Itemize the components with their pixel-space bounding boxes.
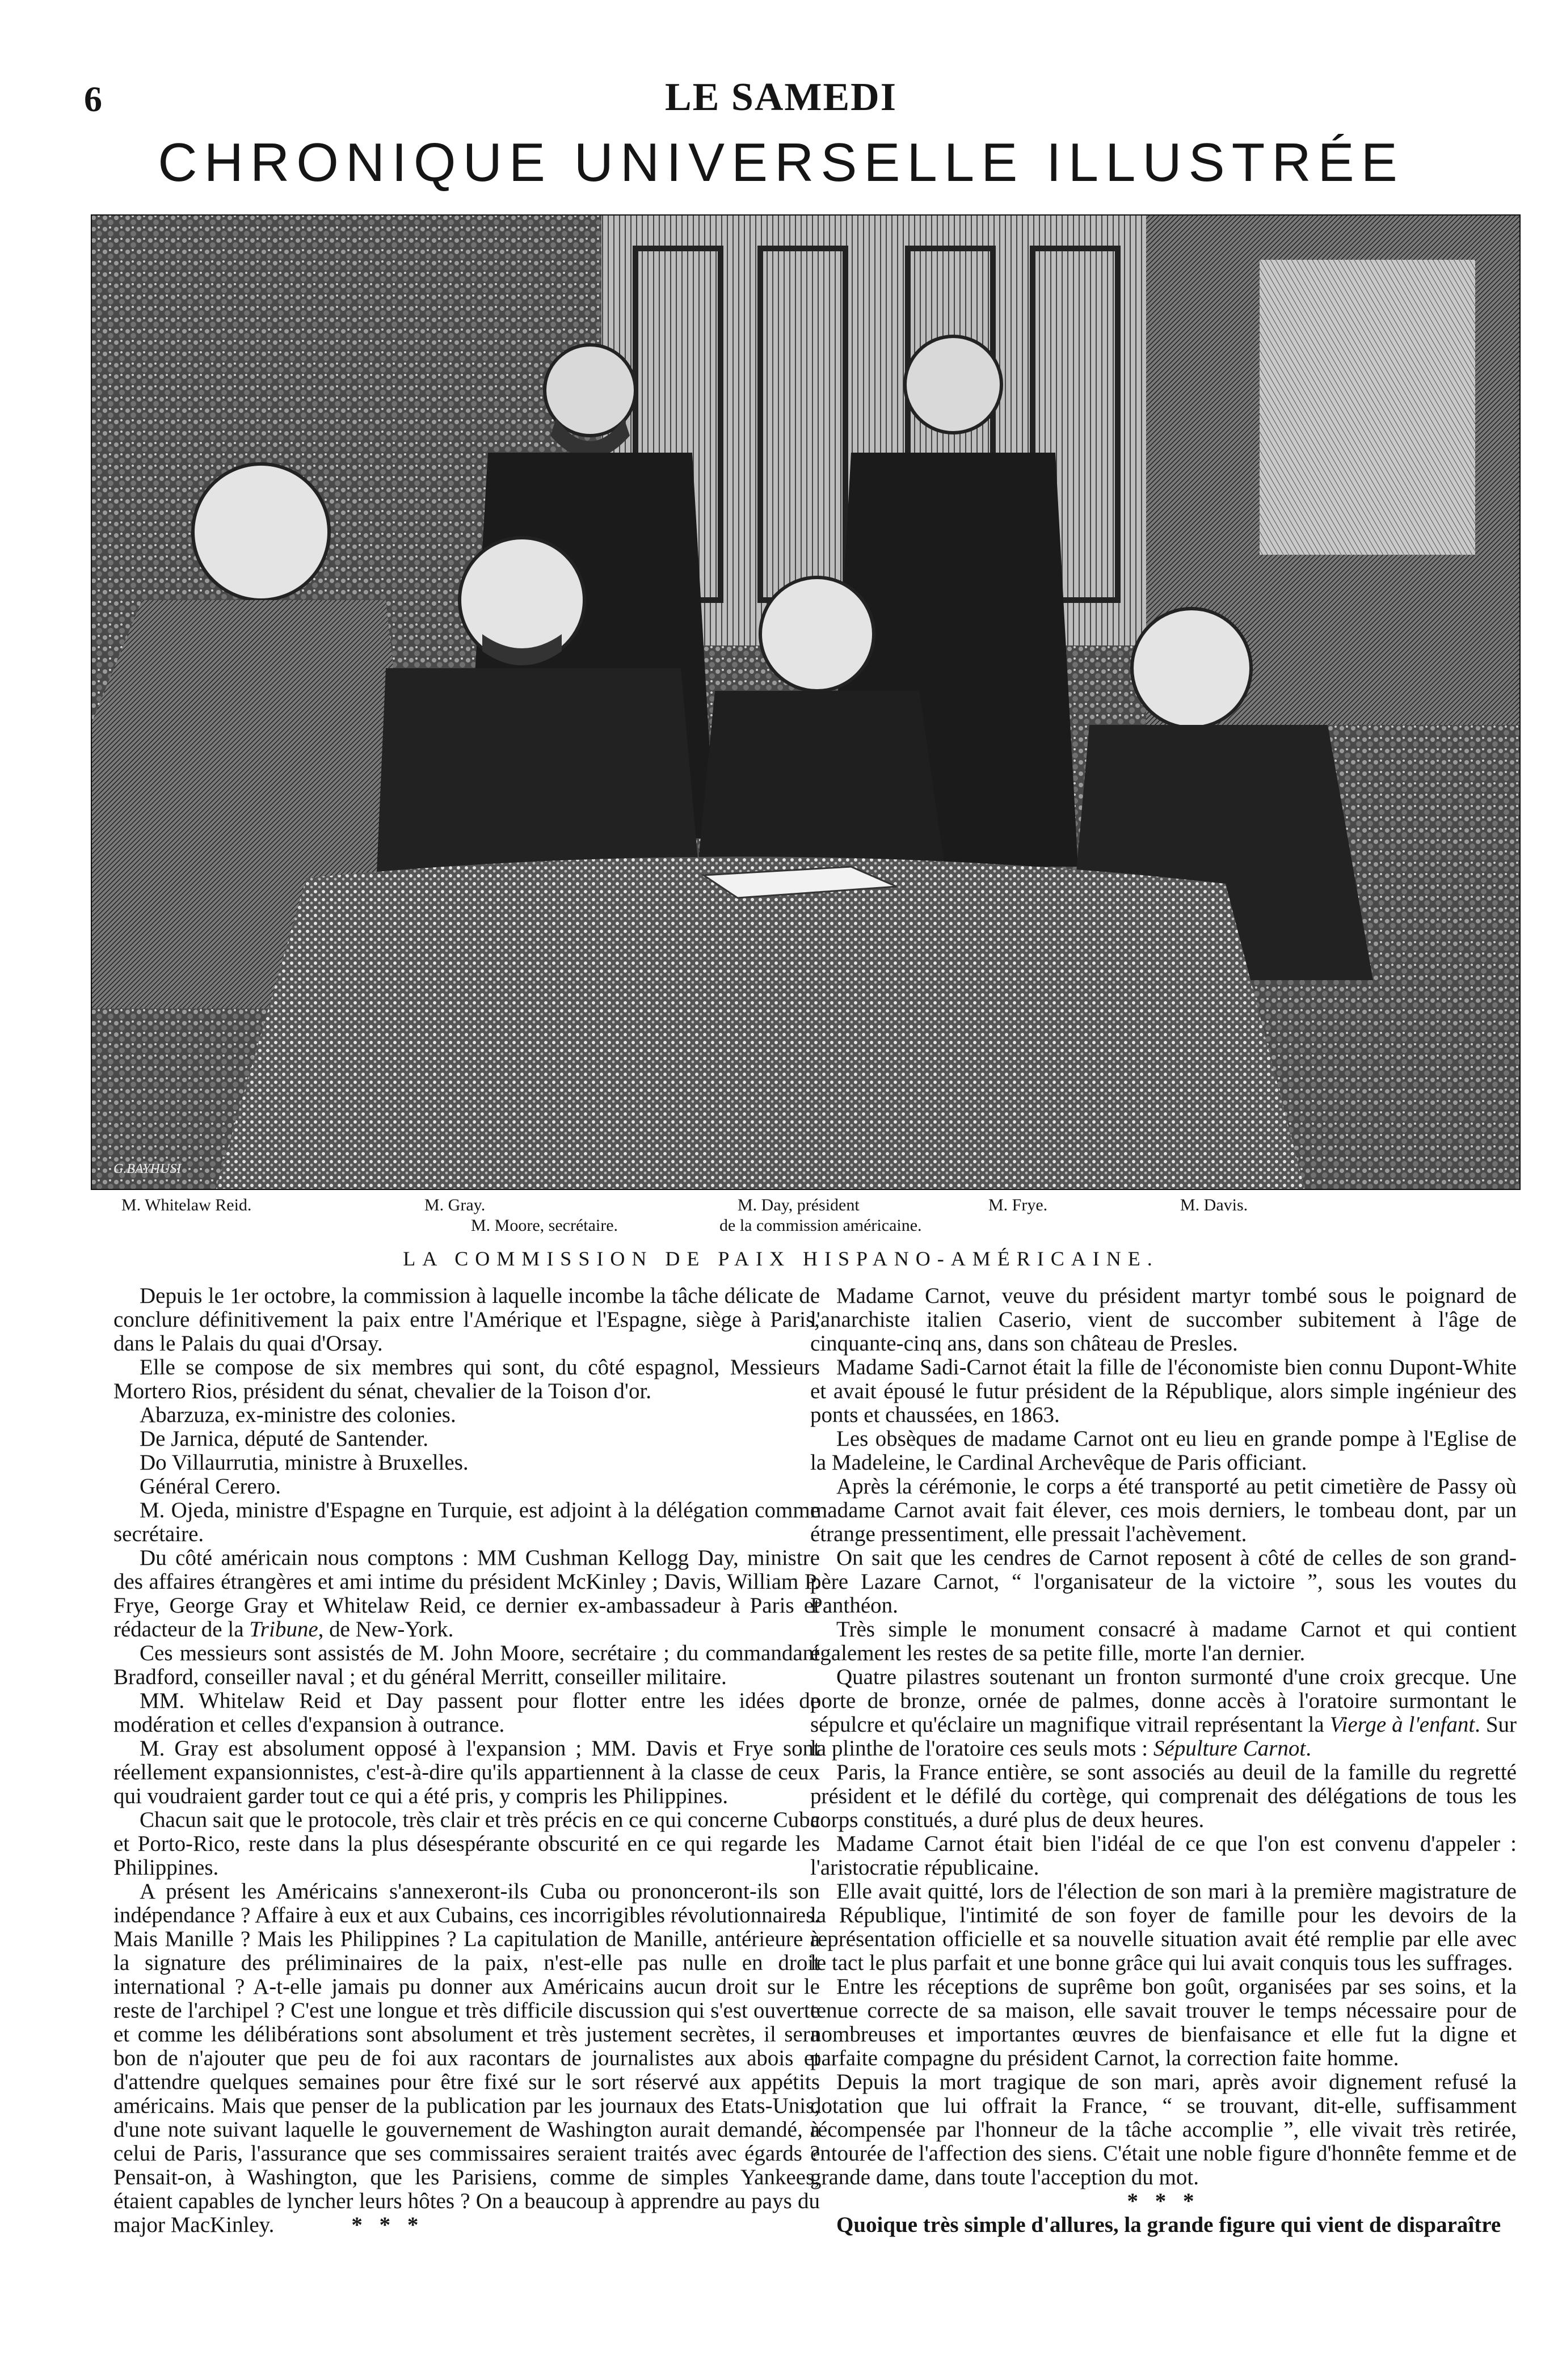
- caption-day-line2: de la commission américaine.: [719, 1216, 922, 1235]
- paragraph: Abarzuza, ex-ministre des colonies.: [140, 1403, 456, 1427]
- section-separator: * * *: [351, 2213, 424, 2237]
- table-cloth: [216, 856, 1305, 1190]
- paragraph: M. Ojeda, ministre d'Espagne en Turquie, est adjoint à la délégation comme secrétaire.: [113, 1498, 820, 1546]
- section-separator: * * *: [1127, 2189, 1200, 2213]
- engraving-illustration: [91, 214, 1521, 1190]
- paragraph: Général Cerero.: [140, 1474, 281, 1499]
- paragraph: Elle avait quitté, lors de l'élection de son mari à la première magistrature de la République, l'intimité de son foyer de famille pour les devoirs de la représentation officielle et sa nouvelle situation avait été remplie par elle avec le tact le plus parfait et une bonne grâce qui lui avait conquis tous les suffrages.: [810, 1879, 1517, 1975]
- paragraph: M. Gray est absolument opposé à l'expansion ; MM. Davis et Frye sont réellement expansionnistes, c'est-à-dire qu'ils appartiennent à la classe de ceux qui voudraient garder tout ce qui a été pris, y compris les Philippines.: [113, 1736, 820, 1808]
- masthead-title: LE SAMEDI: [665, 75, 897, 119]
- italic-text: Tribune: [249, 1617, 318, 1641]
- article-commission: [113, 1284, 820, 2237]
- paragraph: Les obsèques de madame Carnot ont eu lieu en grande pompe à l'Eglise de la Madeleine, le Cardinal Archevêque de Paris officiant.: [810, 1427, 1517, 1475]
- paragraph: Madame Carnot, veuve du président martyr tombé sous le poignard de l'anarchiste italien Caserio, vient de succomber subitement à l'âge de cinquante-cinq ans, dans son château de Presles.: [810, 1284, 1517, 1356]
- paragraph: Entre les réceptions de suprême bon goût, organisées par ses soins, et la tenue correcte de sa maison, elle savait trouver le temps nécessaire pour de nombreuses et importantes œuvres de bienfaisance et elle fut la digne et parfaite compagne du président Carnot, la correction faite homme.: [810, 1974, 1517, 2070]
- caption-reid: M. Whitelaw Reid.: [121, 1196, 252, 1214]
- masthead-subtitle: CHRONIQUE UNIVERSELLE ILLUSTRÉE: [158, 132, 1404, 193]
- caption-moore: M. Moore, secrétaire.: [471, 1216, 618, 1235]
- italic-text: Vierge à l'enfant: [1329, 1712, 1475, 1737]
- engraver-signature: G.BAYHUSI: [113, 1162, 182, 1176]
- paragraph: Do Villaurrutia, ministre à Bruxelles.: [140, 1450, 469, 1475]
- text-run: , de New-York.: [318, 1617, 454, 1641]
- text-run: .: [1306, 1736, 1311, 1761]
- text-run: A présent les Américains s'annexeront-ils Cuba ou prononceront-ils son indépendance ? Affaire à eux et aux Cubains, ces incorrigibles révolutionnaires. Mais Manille ? Mais les Philippines ? La capitulation de Manille, antérieure à la signature des préliminaires de la paix, n'est-elle pas nulle en droit international ? A-t-elle jamais pu donner aux Américains aucun droit sur le reste de l'archipel ? C'est une longue et très difficile discussion qui s'est ouverte et comme les délibérations sont absolument et très justement secrètes, il sera bon de n'ajouter que peu de foi aux racontars de journalistes aux abois et d'attendre quelques semaines pour être fixé sur le sort réservé aux appétits américains. Mais que penser de la publication par les journaux des Etats-Unis, d'une note suivant laquelle le gouvernement de Washington aurait demandé, à celui de Paris, l'assurance que ses commissaires seraient traités avec égards ? Pensait-on, à Washington, que les Parisiens, comme de simples Yankees, étaient capables de lyncher leurs hôtes ? On a beaucoup à apprendre au pays du major MacKinley.: [113, 1879, 820, 2237]
- illustration-caption-title: LA COMMISSION DE PAIX HISPANO-AMÉRICAINE.: [403, 1247, 1159, 1270]
- paragraph: Après la cérémonie, le corps a été transporté au petit cimetière de Passy où madame Carnot avait fait élever, ces mois derniers, le tombeau dont, par un étrange pressentiment, elle pressait l'achèvement.: [810, 1474, 1517, 1546]
- paragraph: Depuis la mort tragique de son mari, après avoir dignement refusé la dotation que lui offrait la France, “ se trouvant, dit-elle, suffisamment récompensée par l'honneur de la tâche accomplie ”, elle vivait très retirée, entourée de l'affection des siens. C'était une noble figure d'honnête femme et de grande dame, dans toute l'acception du mot.: [810, 2070, 1517, 2189]
- paragraph: Paris, la France entière, se sont associés au deuil de la famille du regretté président et le défilé du cortège, qui comprenait des délégations de tous les corps constitués, a duré plus de deux heures.: [810, 1760, 1517, 1832]
- paragraph: [810, 1665, 1517, 1761]
- paragraph: De Jarnica, député de Santender.: [140, 1427, 428, 1451]
- caption-day-line1: M. Day, président: [738, 1196, 860, 1214]
- caption-frye: M. Frye.: [988, 1196, 1048, 1214]
- paragraph: Elle se compose de six membres qui sont, du côté espagnol, Messieurs Mortero Rios, président du sénat, chevalier de la Toison d'or.: [113, 1355, 820, 1403]
- paragraph: Depuis le 1er octobre, la commission à laquelle incombe la tâche délicate de conclure définitivement la paix entre l'Amérique et l'Espagne, siège à Paris, dans le Palais du quai d'Orsay.: [113, 1284, 820, 1356]
- page-number: 6: [84, 79, 102, 119]
- paragraph: [113, 1546, 820, 1641]
- text-run: Du côté américain nous comptons : MM Cushman Kellogg Day, ministre des affaires étrangères et ami intime du président McKinley ; Davis, William P. Frye, George Gray et Whitelaw Reid, ce dernier ex-ambassadeur à Paris et rédacteur de la: [113, 1546, 820, 1641]
- paragraph: Chacun sait que le protocole, très clair et très précis en ce qui concerne Cuba et Porto-Rico, reste dans la plus désespérante obscurité en ce qui regarde les Philippines.: [113, 1808, 820, 1880]
- paragraph: On sait que les cendres de Carnot reposent à côté de celles de son grand-père Lazare Carnot, “ l'organisateur de la victoire ”, sous les voutes du Panthéon.: [810, 1546, 1517, 1618]
- text-run: Quatre pilastres soutenant un fronton surmonté d'une croix grecque. Une porte de bronze, ornée de palmes, donne accès à l'oratoire surmontant le sépulcre et qu'éclaire un magnifique vitrail représentant la: [810, 1665, 1517, 1737]
- caption-gray: M. Gray.: [424, 1196, 486, 1214]
- text-run: . Sur la plinthe de l'oratoire ces seuls mots :: [810, 1712, 1517, 1761]
- caption-davis: M. Davis.: [1180, 1196, 1248, 1214]
- paragraph: Très simple le monument consacré à madame Carnot et qui contient également les restes de sa petite fille, morte l'an dernier.: [810, 1617, 1517, 1665]
- paragraph: Madame Carnot était bien l'idéal de ce que l'on est convenu d'appeler : l'aristocratie républicaine.: [810, 1832, 1517, 1880]
- paragraph: [113, 1880, 820, 2237]
- italic-text: Sépulture Carnot: [1153, 1736, 1306, 1761]
- article-madame-carnot: [810, 1284, 1517, 2237]
- paragraph: Madame Sadi-Carnot était la fille de l'économiste bien connu Dupont-White et avait épousé le futur président de la République, alors simple ingénieur des ponts et chaussées, en 1863.: [810, 1355, 1517, 1427]
- paragraph: MM. Whitelaw Reid et Day passent pour flotter entre les idées de modération et celles d'expansion à outrance.: [113, 1689, 820, 1737]
- paragraph: Quoique très simple d'allures, la grande figure qui vient de disparaître: [836, 2213, 1501, 2237]
- paragraph: Ces messieurs sont assistés de M. John Moore, secrétaire ; du commandant Bradford, conseiller naval ; et du général Merritt, conseiller militaire.: [113, 1641, 820, 1689]
